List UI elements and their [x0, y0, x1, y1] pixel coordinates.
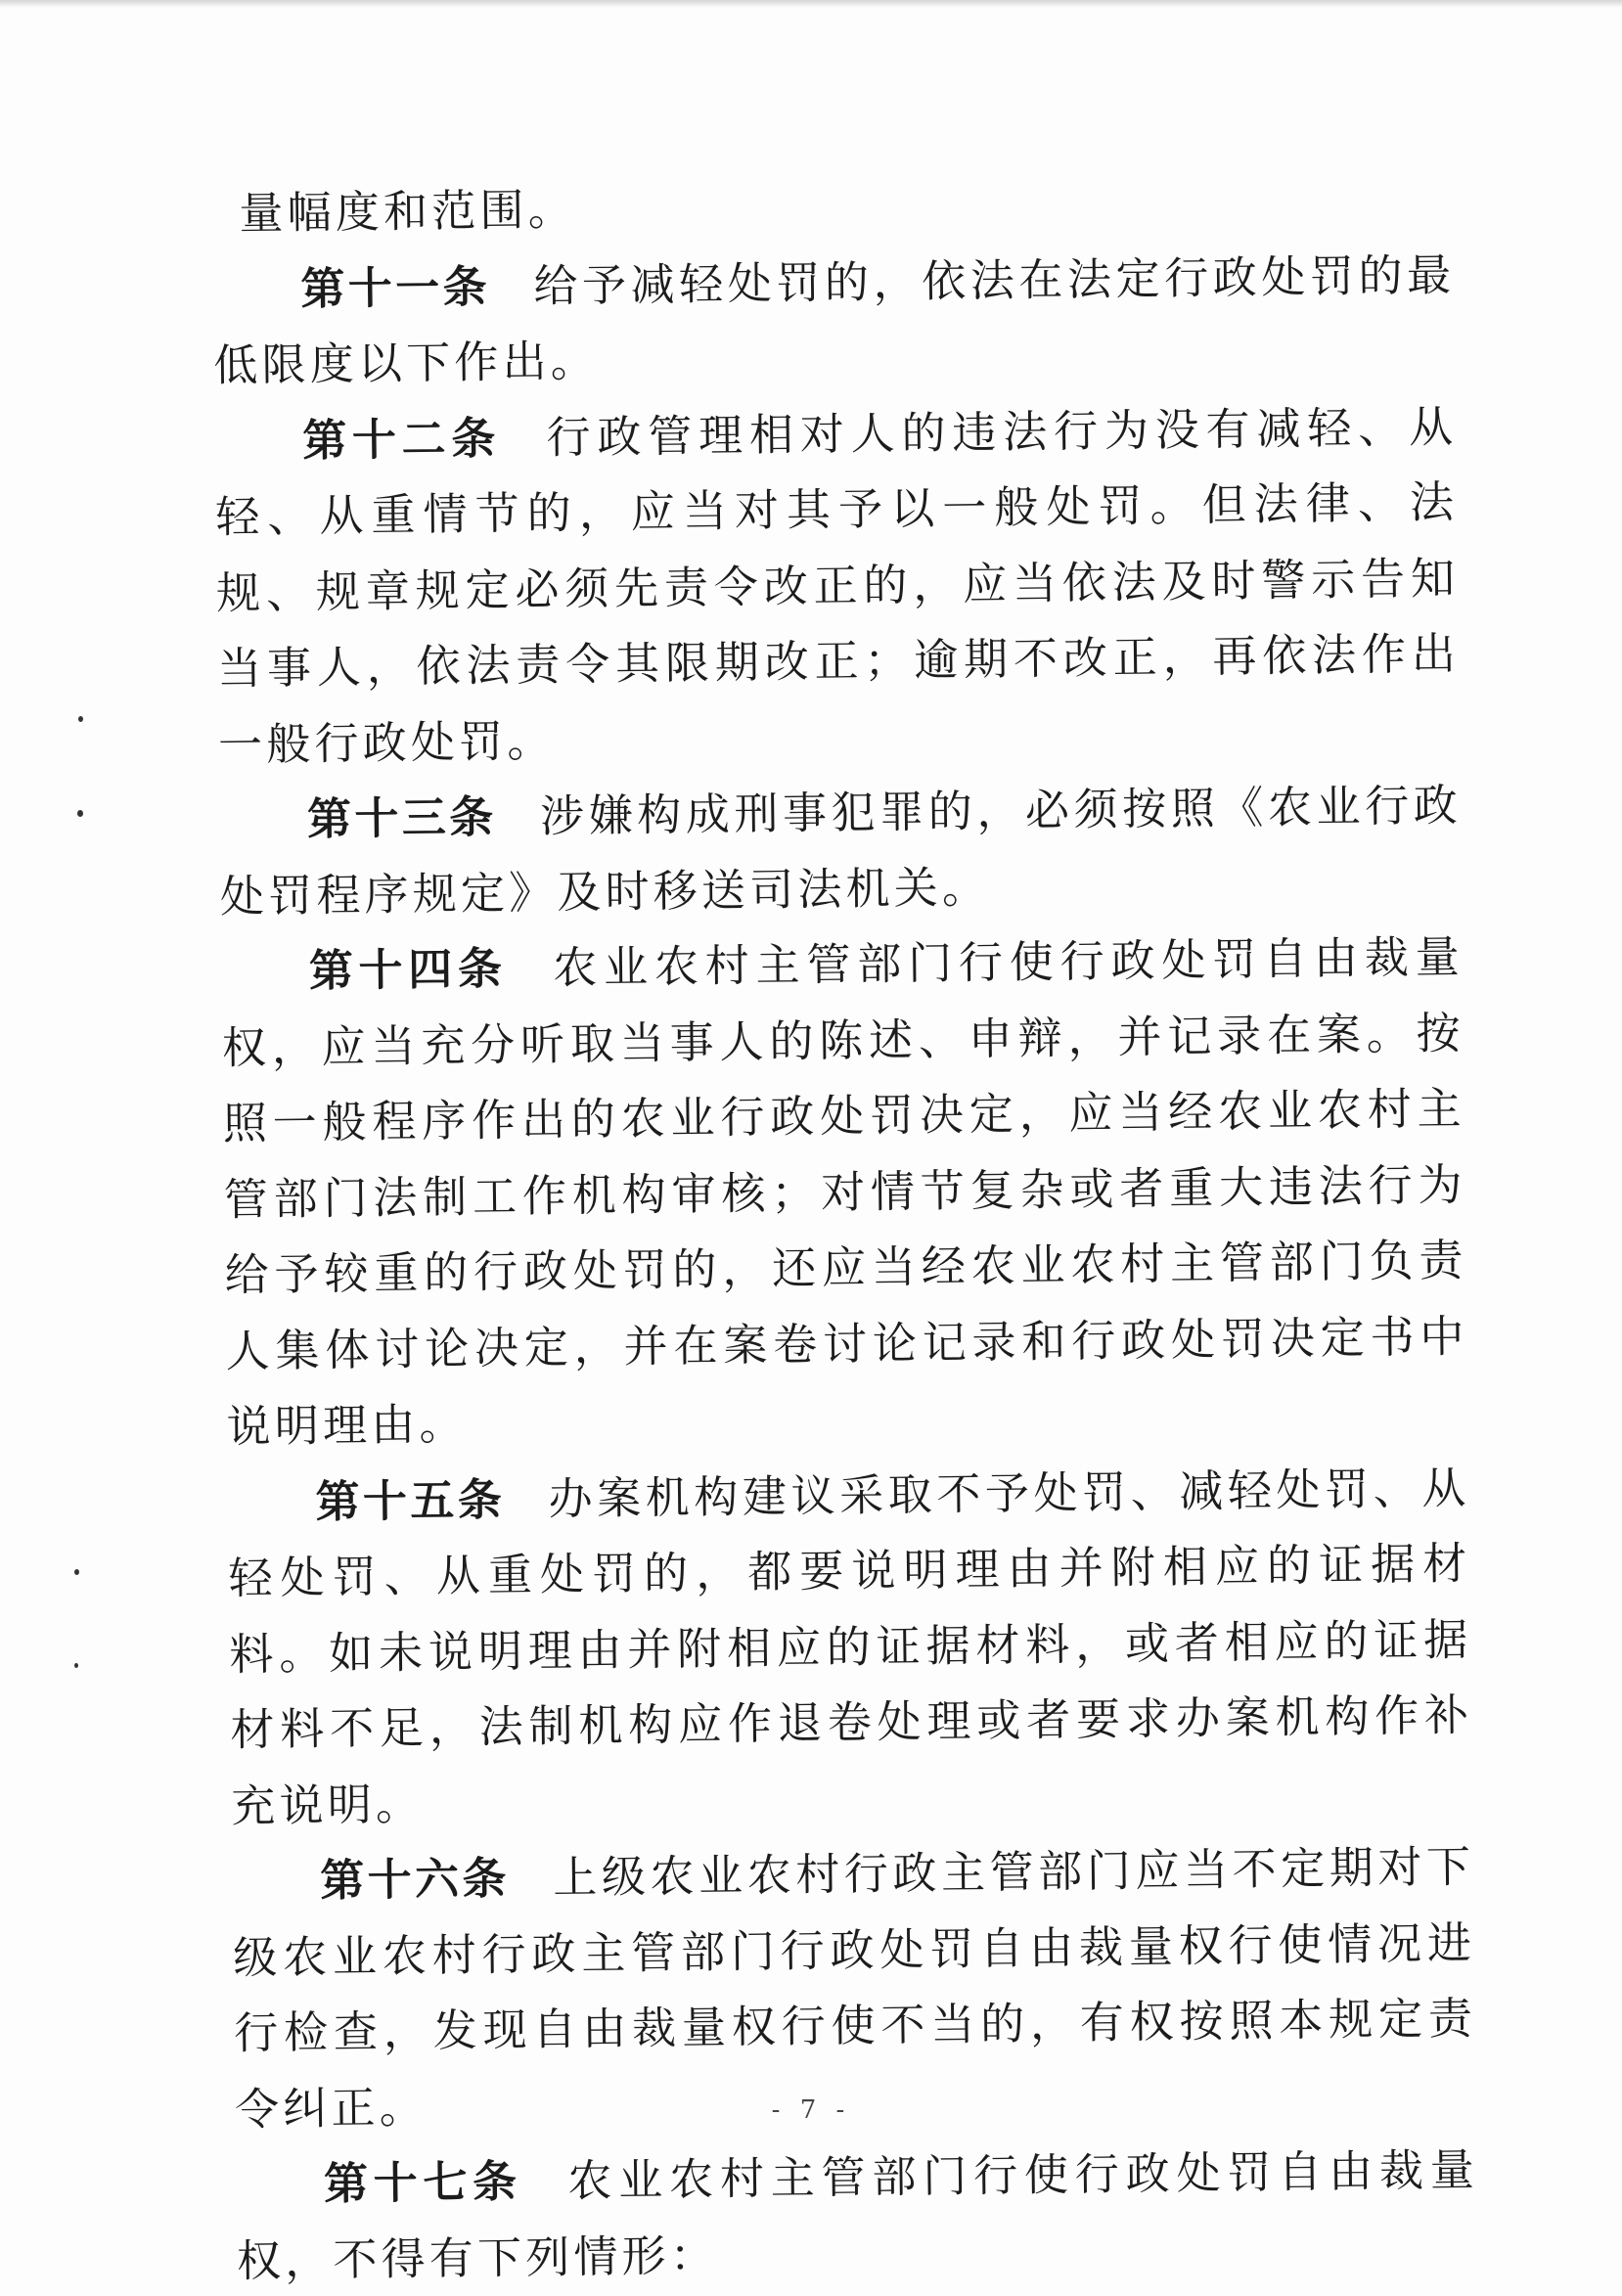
scan-top-edge — [0, 0, 1622, 8]
scan-speck — [74, 1663, 78, 1668]
article-text: 行政管理相对人的违法行为没有减轻、从轻、从重情节的，应当对其予以一般处罚。但法律、法规、规章规定必须先责令改正的，应当依法及时警示告知当事人，依法责令其限期改正；逾期不改正，再依法作出一般行政处罚。 — [214, 399, 1461, 771]
article-number: 第十六条 — [319, 1852, 511, 1907]
article-number: 第十三条 — [306, 790, 497, 845]
article-14 — [220, 919, 1469, 1464]
scan-speck — [74, 1569, 79, 1575]
article-text: 上级农业农村行政主管部门应当不定期对下级农业农村行政主管部门行政处罚自由裁量权行使情况进行检查，发现自由裁量权行使不当的，有权按照本规定责令纠正。 — [232, 1840, 1477, 2136]
document-body — [211, 160, 1479, 2296]
article-number: 第十一条 — [300, 260, 491, 315]
article-number: 第十二条 — [301, 411, 502, 467]
article-text: 农业农村主管部门行使行政处罚自由裁量权，应当充分听取当事人的陈述、申辩，并记录在案。按照一般程序作出的农业行政处罚决定，应当经农业农村主管部门法制工作机构审核；对情节复杂或者重大违法行为给予较重的行政处罚的，还应当经农业农村主管部门负责人集体讨论决定，并在案卷讨论记录和行政处罚决定书中说明理由。 — [221, 930, 1468, 1453]
article-text: 涉嫌构成刑事犯罪的，必须按照《农业行政处罚程序规定》及时移送司法机关。 — [219, 779, 1463, 923]
article-17 — [236, 2132, 1480, 2296]
article-13 — [219, 767, 1464, 934]
article-15 — [227, 1450, 1474, 1844]
scan-speck — [77, 810, 83, 817]
page-number: - 7 - — [771, 2095, 851, 2125]
scan-speck — [78, 716, 83, 722]
paragraph-text: 量幅度和范围。 — [239, 183, 577, 240]
article-number: 第十四条 — [308, 942, 508, 997]
article-12 — [214, 388, 1462, 783]
article-text: 办案机构建议采取不予处罚、减轻处罚、从轻处罚、从重处罚的，都要说明理由并附相应的证据材料。如未说明理由并附相应的证据材料，或者相应的证据材料不足，法制机构应作退卷处理或者要求办案机构作补充说明。 — [228, 1461, 1473, 1832]
article-text: 农业农村主管部门行使行政处罚自由裁量权，不得有下列情形： — [236, 2143, 1479, 2287]
article-text: 给予减轻处罚的，依法在法定行政处罚的最低限度以下作出。 — [213, 248, 1456, 391]
article-number: 第十五条 — [315, 1472, 506, 1528]
article-number: 第十七条 — [323, 2155, 523, 2210]
article-11 — [212, 237, 1457, 404]
